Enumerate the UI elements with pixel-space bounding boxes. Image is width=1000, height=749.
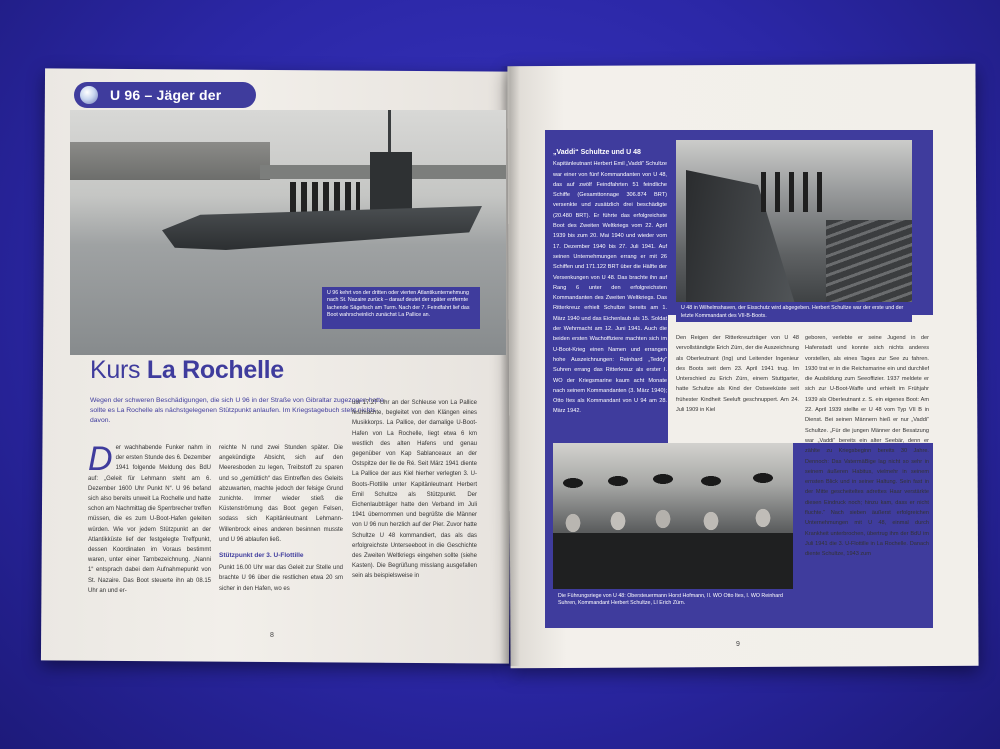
drop-cap: D	[88, 440, 113, 478]
crew-caps	[553, 471, 793, 491]
subheading: Stützpunkt der 3. U-Flottille	[219, 552, 304, 560]
page-number-left: 8	[270, 632, 274, 639]
section-badge-label: U 96 – Jäger der	[110, 87, 222, 103]
shore-buildings	[70, 142, 270, 180]
info-box-column-1	[553, 148, 667, 417]
info-box-heading: „Vaddi“ Schultze und U 48	[553, 149, 641, 156]
periscope-mast	[388, 110, 391, 158]
conning-tower	[370, 152, 412, 216]
article-lead: Wegen der schweren Beschädigungen, die sich U 96 in der Straße von Gibraltar zugezogen hatte, sollte es La Rochelle als nächstgelegenen Stützpunkt anlaufen. Im Kriegstagebuch steht nichts davon.	[90, 397, 386, 424]
text-column-1-body: er wachhabende Funker nahm in der ersten Stunde des 6. Dezember 1941 folgende Meldung des BdU auf: „Geleit für Lehmann steht am 6. Dezember 1600 Uhr Punkt N“. U 96 befand sich also bereits unweit La Rochelle und hatte schon am Nachmittag die Sperrbrecher treffen müssen, die es zum U-Boot-Hafen geleiten würden. Wie vor jedem Stützpunkt an der Atlantikküste lief der festgelegte Treffpunkt, dessen Koordinaten im Voraus bestimmt waren, unter einer Tarnbezeichnung. „Nanni 1“ entsprach dabei dem Aufnahmepunkt von St. Nazaire. Das Boot steuerte ihn ab 08.15 Uhr an und er-	[88, 445, 211, 594]
section-badge	[74, 82, 256, 108]
article-title-light: Kurs	[90, 356, 141, 384]
text-column-2-body-b: Punkt 16.00 Uhr war das Geleit zur Stelle und brachte U 96 über die restlichen etwa 20 sm sicher in den Hafen, wo es	[219, 565, 343, 592]
info-box-column-3: geboren, verlebte er seine Jugend in der Hafenstadt und konnte sich nichts anderes vorstellen, als eines Tages zur See zu fahren. 1930 trat er in die Reichsmarine ein und durchlief die Ausbildung zum Seeoffizier. 1937 meldete er sich zur U-Boot-Waffe und erhielt im Frühjahr 1939 als Oberleutnant z. S. ein eigenes Boot: Am 22. April 1939 stellte er U 48 vom Typ VII B in Dienst. Bei seinen Männern hieß er nur „Vaddi“ Schultze. „Für die jungen Männer der Besatzung war „Vaddi“ bereits ein alter Seebär, denn er zählte zu Kriegsbeginn bereits 30 Jahre. Dennoch: Das VatermäBige lag nicht so sehr in seinem äußeren Habitus, vielmehr in seinem ernsten Blick und in seiner Haltung. Sein fast in der Mitte gescheiteltes adrettes Haar verstärkte diesen Eindruck noch; hinzu kam, dass er nicht fluchte.“ Nach sieben äußerst erfolgreichen Unternehmungen mit U 48, einmal durch Krankheit unterbrochen, übertrug ihm der BdU im Juli 1941 die 3. U-Flottille in La Rochelle. Danach diente Schultze, 1943 zum	[805, 335, 929, 558]
text-column-3: um 17.27 Uhr an der Schleuse von La Pallice festmachte, begleitet von den Klängen eines Musikkorps. La Pallice, der damalige U-Boot-Hafen von La Rochelle, liegt etwa 6 km westlich des alten Hafens und genau gegenüber von Kap Sablanceaux an der Ostspitze der Ile de Ré. Seit März 1941 diente La Pallice der aus Kiel hierher verlegten 3. U-Boots-Flottille unter Kapitänleutnant Herbert Emil Schultze als Stützpunkt. Der Eichenlaubträger hatte den Verband im Juli 1941 übernommen und begrüßte die Männer von U 96 nun herzlich auf der Pier. Zuvor hatte Schultze U 48 kommandiert, das als das erfolgreichste Unterseeboot in die Geschichte des Zweiten Weltkriegs eingehen sollte (siehe Kasten). Die Begrüßung misslang ausgefallen sein als beispielsweise in	[352, 400, 477, 580]
u48-harbor-photo	[676, 140, 912, 302]
text-column-2	[219, 443, 343, 594]
article-title	[90, 356, 284, 385]
article-title-bold: La Rochelle	[146, 356, 284, 384]
submarine-hull	[162, 206, 482, 250]
text-column-1	[88, 440, 211, 596]
crew-portrait-photo	[553, 443, 793, 589]
globe-icon	[80, 86, 98, 104]
page-number-right: 9	[736, 641, 740, 648]
pier	[826, 220, 912, 302]
photo-caption-right-2: Die Führungsriege von U 48: Obersteuermann Horst Hofmann, II. WO Otto Ites, I. WO Reinhard Suhren, Kommandant Herbert Schultze, LI Erich Zürn.	[553, 589, 793, 621]
crew-on-deck	[761, 172, 831, 212]
info-box-column-1-body: Kapitänleutnant Herbert Emil „Vaddi“ Schultze war einer von fünf Kommandanten von U 48, das auf zwölf Feindfahrten 51 feindliche Schiffe (Gesamttonnage 306.874 BRT) versenkte und zusätzlich drei beschädigte (20.480 BRT). Er führte das erfolgreichste Boot des Zweiten Weltkriegs vom 22. April 1939 bis zum 20. Mai 1940 und wieder vom 17. Dezember 1940 bis 27. Juli 1941. Auf seinen Unternehmungen errang er mit 26 Schiffen und 171.122 BRT über die Hälfte der Versenkungen von U 48. Das brachte ihn auf Rang 6 unter den erfolgreichsten Kommandanten des Zweiten Weltkriegs. Das Ritterkreuz erhielt Schultze bereits am 1. März 1940 und das Eichenlaub als 15. Soldat der Wehrmacht am 12. Juni 1941. Auch die beiden ersten Wachoffiziere machten sich im U-Boot-Krieg einen Namen und errangen hohe Auszeichnungen: Reinhard „Teddy“ Suhren errang das Ritterkreuz als erster I. WO der Kriegsmarine kaum acht Monate nach seinem Kommandanten (3. März 1940); Otto Ites als Kommandant von U 94 am 28. März 1942.	[553, 161, 667, 415]
crew-silhouettes	[290, 182, 360, 214]
photo-caption-left: U 96 kehrt von der dritten oder vierten Atlantikunternehmung nach St. Nazaire zurück – darauf deutet der später entfernte lachende Sägefisch am Turm. Nach der 7. Feindfahrt lief das Boot wahrscheinlich zunächst La Pallice an.	[322, 287, 480, 329]
text-column-2-body: reichte N rund zwei Stunden später. Die angekündigte Absicht, sich auf den Meeresboden zu legen, Treibstoff zu sparen und so „gemütlich“ das Eintreffen des Geleits abzuwarten, machte jedoch der felsige Grund zunichte. Immer wieder stieß die Küstenströmung das Boot gegen Felsen, sodass sich Kapitänleutnant Lehmann-Willenbrock eines anderen besinnen musste und U 96 ablaufen ließ.	[219, 445, 343, 543]
info-box-column-2: Den Reigen der Ritterkreuzträger von U 48 vervollständigte Erich Zürn, der die Auszeichnung als Oberleutnant (Ing) und Leitender Ingenieur des Boots seit dem 23. April 1941 trug. Im Unterschied zu Erich Zürn, einem Stuttgarter, hatte Schultze als Kind der Ostseeküste seit frühester Kindheit Seeluft geschnuppert. Am 24. Juli 1909 in Kiel	[676, 335, 799, 414]
photo-caption-right-1: U 48 in Wilhelmshaven, der Eisschutz wird abgegeben. Herbert Schultze war der erste und der letzte Kommandant des VII-B-Boots.	[676, 302, 912, 322]
